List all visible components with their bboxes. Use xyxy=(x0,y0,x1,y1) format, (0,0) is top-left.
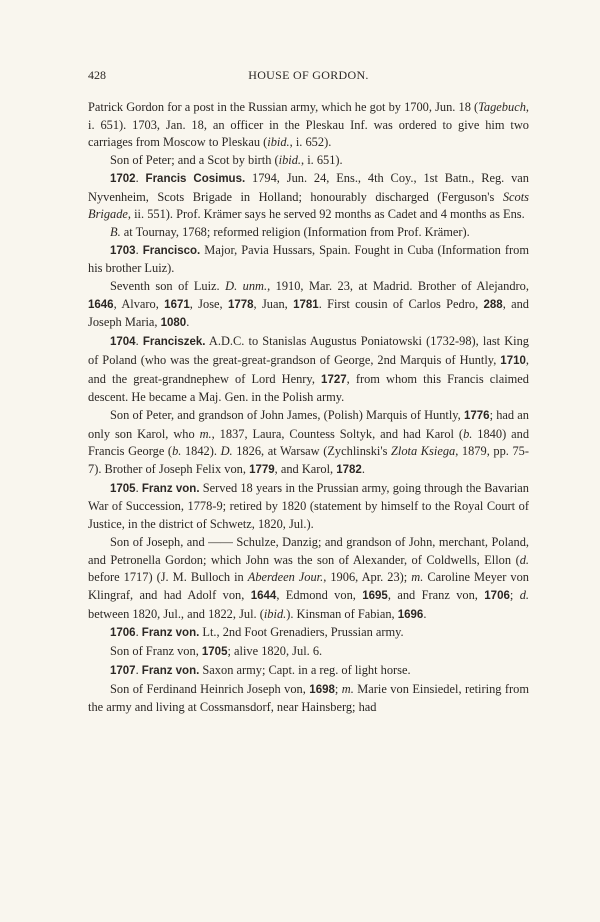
entry-name: Francis Cosimus. xyxy=(145,172,246,185)
entry-number: 1704 xyxy=(110,336,136,349)
entry-number: 1706 xyxy=(484,589,510,602)
entry-number: 1705 xyxy=(201,646,228,659)
text-run: ; alive 1820, Jul. 6. xyxy=(227,644,323,659)
text-run: . xyxy=(135,170,146,185)
entry-number: 1646 xyxy=(88,298,114,311)
entry-number: 1776 xyxy=(463,409,490,422)
text-run: , and the great-grandnephew of Lord Henry, xyxy=(88,352,529,386)
italic-text: b. xyxy=(463,426,473,441)
text-run: , 1879, pp. 75-7). Brother of Joseph Felix von, xyxy=(88,444,530,477)
text-run: ). Kinsman of Fabian, xyxy=(286,606,398,621)
text-run: 1794, Jun. 24, Ens., 4th Coy., 1st Batn., Reg. van Nyvenheim, Scots Brigade in Holland; honourably discharged (Ferguson's xyxy=(88,170,529,204)
page-header xyxy=(88,68,529,86)
text-run: , ii. 551). Prof. Krämer says he served 92 months as Cadet and 4 months as Ens. xyxy=(127,207,525,222)
entry-number: 1703 xyxy=(110,244,136,257)
italic-text: m. xyxy=(341,681,354,696)
text-run: . xyxy=(135,625,142,640)
text-run: at Tournay, 1768; reformed religion (Information from Prof. Krämer). xyxy=(120,224,470,239)
entry-number: 1710 xyxy=(500,354,526,367)
text-run: Lt., 2nd Foot Grenadiers, Prussian army. xyxy=(199,625,404,640)
text-run: , Juan, xyxy=(253,296,294,311)
paragraph xyxy=(88,152,529,170)
entry-number: 1695 xyxy=(362,589,388,602)
text-run: A.D.C. to Stanislas Augustus Poniatowski (1732-98), last King of Poland (who was the great-great-grandson of George, 2nd Marquis of Huntly, xyxy=(88,334,529,367)
italic-text: Scots Brigade xyxy=(88,189,529,222)
italic-text: d. xyxy=(519,587,530,602)
text-run: Major, Pavia Hussars, Spain. Fought in Cuba (Information from his brother Luiz). xyxy=(88,242,529,276)
entry-number: 1782 xyxy=(336,464,362,477)
italic-text: D. xyxy=(220,444,233,459)
italic-text: Zlota Ksiega xyxy=(391,444,456,459)
text-run: ; had an only son Karol, who xyxy=(88,407,529,441)
entry-number: 1698 xyxy=(309,683,335,696)
paragraph xyxy=(88,333,529,407)
entry-number: 1705 xyxy=(110,482,136,495)
entry-name: Franz von. xyxy=(141,482,200,495)
text-run: ; xyxy=(334,681,342,696)
text-run: between 1820, Jul., and 1822, Jul. ( xyxy=(88,606,264,621)
text-run: . xyxy=(135,242,143,257)
text-run: Son of Peter; and a Scot by birth ( xyxy=(110,153,279,168)
text-run: , and Joseph Maria, xyxy=(88,296,529,330)
text-run: , Jose, xyxy=(189,296,228,311)
italic-text: Aberdeen Jour. xyxy=(247,570,324,585)
entry-name: Franciszek. xyxy=(142,336,206,349)
paragraph xyxy=(88,534,529,625)
paragraph xyxy=(88,224,529,242)
text-run: , from whom this Francis claimed descent. He became a Maj. Gen. in the Polish army. xyxy=(88,371,529,405)
text-run: Seventh son of Luiz. xyxy=(110,279,226,294)
entry-name: Francisco. xyxy=(142,244,201,257)
page-number: 428 xyxy=(88,68,106,82)
entry-number: 1080 xyxy=(160,317,187,330)
entry-number: 1706 xyxy=(110,627,136,640)
text-run: , 1910, Mar. 23, at Madrid. Brother of Alejandro, xyxy=(267,279,529,294)
paragraph xyxy=(88,681,529,717)
running-title: HOUSE OF GORDON. xyxy=(248,68,369,82)
text-run: ; xyxy=(509,587,520,602)
italic-text: m. xyxy=(199,426,212,441)
paragraph xyxy=(88,407,529,480)
paragraph xyxy=(88,242,529,278)
text-run: , i. 651). 1703, Jan. 18, an officer in the Pleskau Inf. was ordered to give him two carriages from Moscow to Pleskau ( xyxy=(88,100,529,150)
text-run: 1840) and Francis George ( xyxy=(88,426,530,459)
text-run: before 1717) (J. M. Bulloch in xyxy=(88,570,248,585)
entry-number: 1778 xyxy=(227,298,254,311)
text-run: Son of Ferdinand Heinrich Joseph von, xyxy=(110,681,310,696)
text-run: Caroline Meyer von Klingraf, and had Adolf von, xyxy=(88,570,529,602)
text-run: . xyxy=(135,334,143,349)
entry-number: 1671 xyxy=(164,298,190,311)
text-run: . xyxy=(186,315,190,330)
text-run: Son of Joseph, and —— Schulze, Danzig; and grandson of John, merchant, Poland, and Petronella Gordon; which John was the son of Alexander, of Coldwells, Ellon ( xyxy=(88,534,529,567)
italic-text: ibid. xyxy=(267,135,290,150)
text-run: , 1906, Apr. 23); xyxy=(323,570,412,585)
text-run: , Alvaro, xyxy=(113,296,165,311)
text-run: , Edmond von, xyxy=(276,587,363,602)
page-body xyxy=(88,99,529,717)
text-run: , 1837, Laura, Countess Soltyk, and had Karol ( xyxy=(211,426,464,441)
text-run: , and Franz von, xyxy=(387,587,485,602)
text-run: . xyxy=(361,462,365,477)
italic-text: b. xyxy=(172,444,182,459)
paragraph xyxy=(88,624,529,643)
text-run: 1826, at Warsaw (Zychlinski's xyxy=(232,444,392,459)
italic-text: d. xyxy=(519,552,529,567)
entry-number: 288 xyxy=(483,298,503,311)
paragraph xyxy=(88,170,529,224)
paragraph xyxy=(88,643,529,662)
text-run: Patrick Gordon for a post in the Russian army, which he got by 1700, Jun. 18 ( xyxy=(88,100,479,114)
entry-number: 1779 xyxy=(249,464,275,477)
text-run: 1842). xyxy=(181,444,221,459)
italic-text: D. unm. xyxy=(225,279,268,294)
text-run: Saxon army; Capt. in a reg. of light horse. xyxy=(199,662,411,677)
entry-name: Franz von. xyxy=(141,664,200,677)
entry-number: 1727 xyxy=(321,373,347,386)
text-run: Marie von Einsiedel, retiring from the army and living at Cossmansdorf, near Hainsberg; had xyxy=(88,681,529,715)
paragraph xyxy=(88,278,529,333)
italic-text: Tagebuch xyxy=(478,100,526,114)
text-run: , and Karol, xyxy=(274,462,337,477)
text-run: . xyxy=(135,480,142,495)
text-run: Served 18 years in the Prussian army, going through the Bavarian War of Succession, 1778-9; retired by 1820 (statement by himself to the Royal Court of Justice, in the district of Schwetz, 1820, Jul.). xyxy=(88,480,529,532)
italic-text: ibid. xyxy=(278,153,301,168)
text-run: . xyxy=(135,662,142,677)
text-run: , i. 651). xyxy=(301,153,343,168)
entry-number: 1644 xyxy=(250,589,277,602)
entry-number: 1707 xyxy=(110,664,136,677)
paragraph xyxy=(88,662,529,681)
entry-name: Franz von. xyxy=(141,627,200,640)
entry-number: 1702 xyxy=(110,172,136,185)
paragraph xyxy=(88,480,529,534)
text-run: . First cousin of Carlos Pedro, xyxy=(318,296,484,311)
entry-number: 1781 xyxy=(293,298,319,311)
text-run: Son of Franz von, xyxy=(110,644,202,659)
text-run: . xyxy=(423,606,427,621)
text-run: , i. 652). xyxy=(289,135,332,150)
italic-text: B. xyxy=(110,224,121,239)
paragraph-continuation xyxy=(88,99,529,152)
text-run: Son of Peter, and grandson of John James, (Polish) Marquis of Huntly, xyxy=(110,407,464,422)
italic-text: ibid. xyxy=(263,606,287,621)
entry-number: 1696 xyxy=(397,608,424,621)
italic-text: m. xyxy=(411,570,424,585)
